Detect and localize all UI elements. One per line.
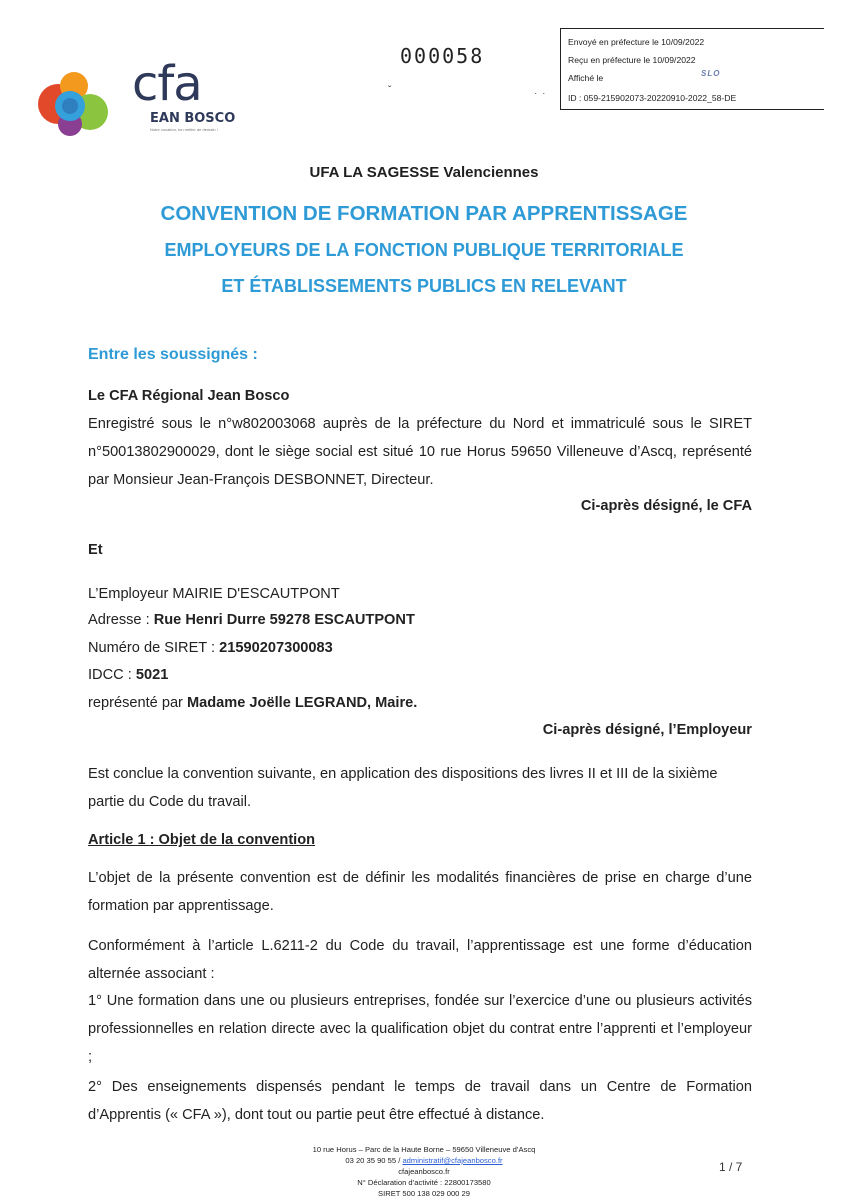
siret-value: 21590207300083 xyxy=(219,640,333,656)
employer-siret xyxy=(88,634,333,662)
logo-tagline: Notre vocation, ton métier de demain ! xyxy=(150,127,218,132)
cfa-designation: Ci-après désigné, le CFA xyxy=(580,498,752,514)
representative-value: Madame Joëlle LEGRAND, Maire. xyxy=(186,695,418,711)
article-1-title: Article 1 : Objet de la convention xyxy=(88,832,316,848)
article-1-paragraph-2: Conformément à l’article L.6211-2 du Code du travail, l’apprentissage est une forme d’éducation alternée associant : xyxy=(88,938,752,982)
idcc-value: 5021 xyxy=(135,667,169,683)
parties-heading: Entre les soussignés : xyxy=(88,346,258,363)
logo-subtitle: EAN BOSCO xyxy=(150,111,236,126)
cfa-logo-circles-icon xyxy=(34,66,134,144)
scan-mark: ˇ xyxy=(388,85,392,96)
scan-dots: · · xyxy=(534,88,547,99)
cfa-name: Le CFA Régional Jean Bosco xyxy=(88,388,290,404)
document-subtitle-line-2: ET ÉTABLISSEMENTS PUBLICS EN RELEVANT xyxy=(221,276,627,296)
footer-declaration: N° Déclaration d’activité : 22800173580 xyxy=(357,1178,491,1187)
representative-label: représenté par xyxy=(88,695,183,711)
footer-address: 10 rue Horus – Parc de la Haute Borne – 59650 Villeneuve d’Ascq xyxy=(312,1145,536,1154)
employer-name: MAIRIE D'ESCAUTPONT xyxy=(172,586,340,602)
employer-idcc xyxy=(88,661,168,689)
prefecture-id-line: ID : 059-215902073-20220910-2022_58-DE xyxy=(568,93,737,103)
prefecture-received-line: Reçu en préfecture le 10/09/2022 xyxy=(568,55,696,65)
employer-address xyxy=(88,606,415,634)
registration-stamp-number: 000058 xyxy=(400,44,485,68)
employer-line xyxy=(88,580,340,608)
address-value: Rue Henri Durre 59278 ESCAUTPONT xyxy=(153,612,415,628)
et-separator: Et xyxy=(88,542,103,558)
address-label: Adresse : xyxy=(88,612,150,628)
prefecture-stamp-box xyxy=(560,28,824,110)
logo-brand-text: cfa xyxy=(132,56,202,112)
prefecture-signature: SLO xyxy=(701,69,721,78)
article-1-paragraph-1: L’objet de la présente convention est de définir les modalités financières de prise en charge d’une formation par apprentissage. xyxy=(88,870,752,914)
employer-designation: Ci-après désigné, l’Employeur xyxy=(542,722,752,738)
document-subtitle-line-1: EMPLOYEURS DE LA FONCTION PUBLIQUE TERRITORIALE xyxy=(164,240,684,260)
footer-siret: SIRET 500 138 029 000 29 xyxy=(378,1189,470,1198)
prefecture-sent-line: Envoyé en préfecture le 10/09/2022 xyxy=(568,37,705,47)
cfa-logo xyxy=(34,56,244,142)
ufa-heading: UFA LA SAGESSE Valenciennes xyxy=(309,164,539,181)
idcc-label: IDCC : xyxy=(88,667,132,683)
employer-label: L’Employeur xyxy=(88,586,169,602)
siret-label: Numéro de SIRET : xyxy=(88,640,216,656)
article-1-item-1: 1° Une formation dans une ou plusieurs entreprises, fondée sur l’exercice d’une ou plusieurs activités professionnelles en relation directe avec la qualification objet du contrat entre l’apprenti et l’employeur ; xyxy=(88,993,752,1065)
document-title: CONVENTION DE FORMATION PAR APPRENTISSAGE xyxy=(160,202,688,225)
prefecture-posted-line: Affiché le xyxy=(568,73,604,83)
footer-website[interactable]: cfajeanbosco.fr xyxy=(398,1167,450,1176)
cfa-description: Enregistré sous le n°w802003068 auprès de la préfecture du Nord et immatriculé sous le SIRET n°50013802900029, dont le siège social est situé 10 rue Horus 59650 Villeneuve d’Ascq, représenté par Monsieur Jean-François DESBONNET, Directeur. xyxy=(88,416,752,488)
article-1-item-2: 2° Des enseignements dispensés pendant le temps de travail dans un Centre de Formation d’Apprentis (« CFA »), dont tout ou partie peut être effectué à distance. xyxy=(88,1079,752,1123)
employer-representative xyxy=(88,689,417,717)
intro-line-2: partie du Code du travail. xyxy=(88,794,252,810)
page-number: 1 / 7 xyxy=(719,1160,743,1174)
footer-email-link[interactable]: administratif@cfajeanbosco.fr xyxy=(402,1156,503,1165)
intro-line-1: Est conclue la convention suivante, en application des dispositions des livres II et III de la sixième xyxy=(88,766,718,782)
footer-phone: 03 20 35 90 55 / xyxy=(345,1156,401,1165)
